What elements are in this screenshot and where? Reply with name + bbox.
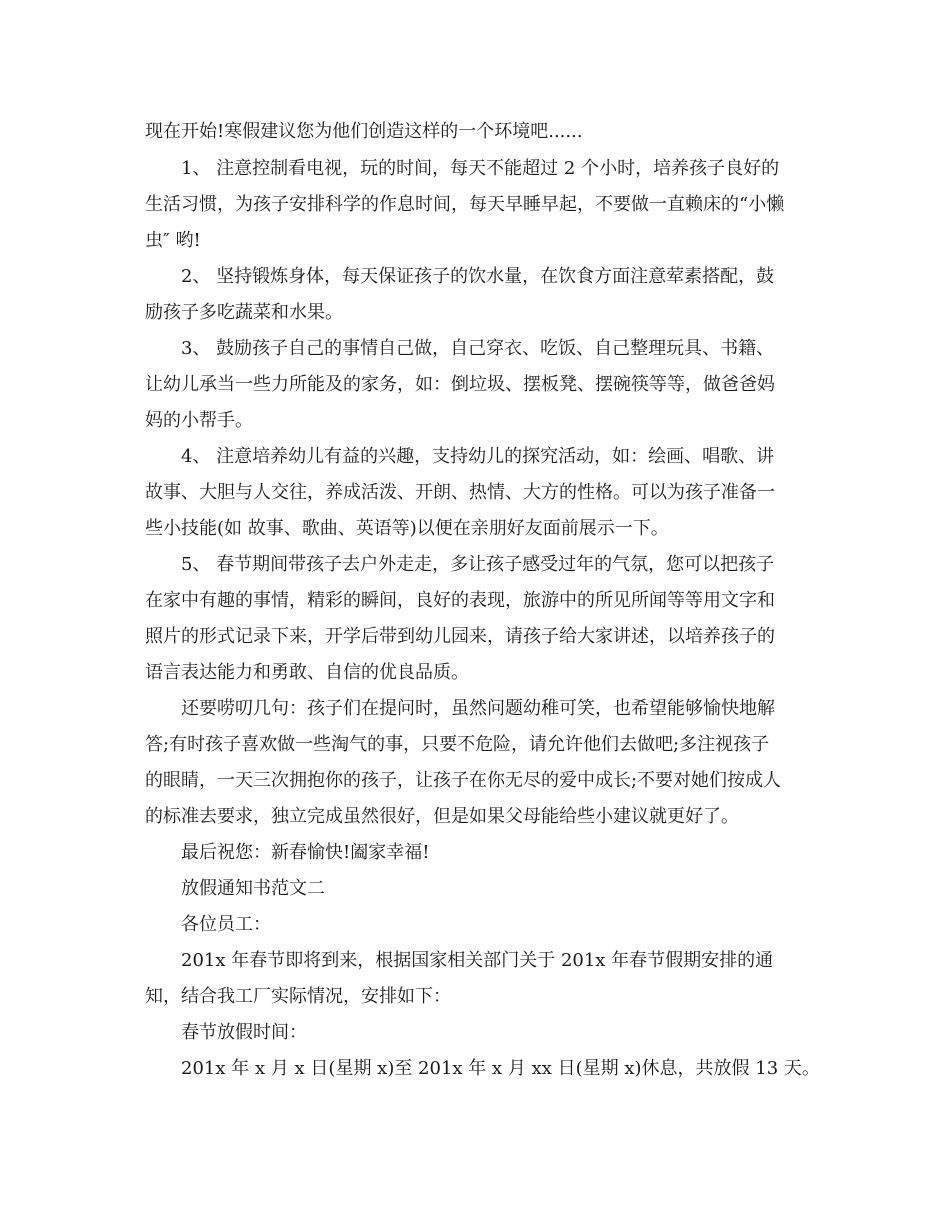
text-line: 让幼儿承当一些力所能及的家务，如：倒垃圾、摆板凳、摆碗筷等等，做爸爸妈: [145, 374, 775, 395]
text-line: 1、 注意控制看电视，玩的时间，每天不能超过 2 个小时，培养孩子良好的: [181, 158, 780, 179]
text-line: 励孩子多吃蔬菜和水果。: [145, 302, 343, 323]
text-line: 2、 坚持锻炼身体，每天保证孩子的饮水量，在饮食方面注意荤素搭配，鼓: [181, 266, 775, 287]
text-line: 答;有时孩子喜欢做一些淘气的事，只要不危险，请允许他们去做吧;多注视孩子: [145, 734, 770, 755]
text-line: 4、 注意培养幼儿有益的兴趣，支持幼儿的探究活动，如：绘画、唱歌、讲: [181, 446, 775, 467]
text-line: 些小技能(如 故事、歌曲、英语等)以便在亲朋好友面前展示一下。: [145, 518, 669, 539]
text-line: 5、 春节期间带孩子去户外走走，多让孩子感受过年的气氛，您可以把孩子: [181, 554, 775, 575]
text-line: 3、 鼓励孩子自己的事情自己做，自己穿衣、吃饭、自己整理玩具、书籍、: [181, 338, 775, 359]
section-heading: 放假通知书范文二: [181, 878, 325, 899]
text-line: 各位员工：: [181, 914, 271, 935]
text-line: 虫″ 哟!: [145, 230, 201, 251]
text-line: 201x 年 x 月 x 日(星期 x)至 201x 年 x 月 xx 日(星期 x)休息，共放假 13 天。: [181, 1058, 820, 1079]
text-line: 照片的形式记录下来，开学后带到幼儿园来，请孩子给大家讲述，以培养孩子的: [145, 626, 775, 647]
text-line: 春节放假时间：: [181, 1022, 307, 1043]
text-line: 语言表达能力和勇敢、自信的优良品质。: [145, 662, 469, 683]
text-line: 的标准去要求，独立完成虽然很好，但是如果父母能给些小建议就更好了。: [145, 806, 739, 827]
text-line: 知，结合我工厂实际情况，安排如下：: [145, 986, 451, 1007]
text-line: 现在开始!寒假建议您为他们创造这样的一个环境吧......: [145, 121, 583, 142]
text-line: 生活习惯，为孩子安排科学的作息时间，每天早睡早起，不要做一直赖床的“小懒: [145, 194, 785, 215]
text-line: 妈的小帮手。: [145, 410, 253, 431]
text-line: 最后祝您：新春愉快!阖家幸福!: [181, 842, 430, 863]
text-line: 故事、大胆与人交往，养成活泼、开朗、热情、大方的性格。可以为孩子准备一: [145, 482, 775, 503]
text-line: 在家中有趣的事情，精彩的瞬间，良好的表现，旅游中的所见所闻等等用文字和: [145, 590, 775, 611]
text-line: 的眼睛，一天三次拥抱你的孩子，让孩子在你无尽的爱中成长;不要对她们按成人: [145, 770, 782, 791]
text-line: 还要唠叨几句：孩子们在提问时，虽然问题幼稚可笑，也希望能够愉快地解: [181, 698, 775, 719]
text-line: 201x 年春节即将到来，根据国家相关部门关于 201x 年春节假期安排的通: [181, 950, 774, 971]
